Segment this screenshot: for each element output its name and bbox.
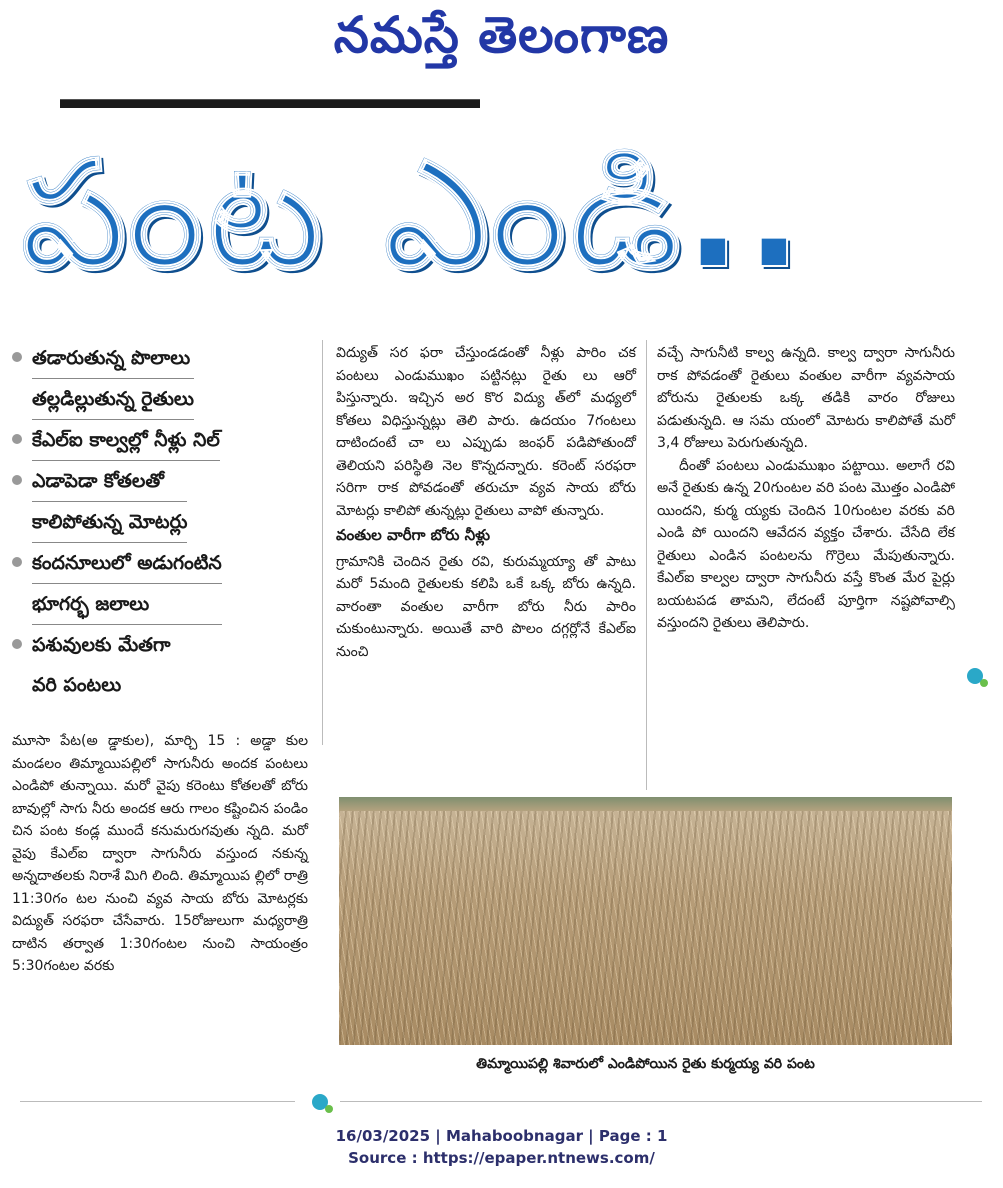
article-subheading: వంతుల వారీగా బోరు నీళ్లు bbox=[336, 526, 491, 544]
bottom-rule bbox=[20, 1101, 295, 1102]
article-column-2 bbox=[336, 342, 636, 663]
bottom-rule bbox=[340, 1101, 982, 1102]
bullet-dot-icon bbox=[12, 352, 22, 362]
photo-caption: తిమ్మాయిపల్లి శివారులో ఎండిపోయిన రైతు కుర్మయ్య వరి పంట bbox=[476, 1056, 815, 1072]
cropped-kicker bbox=[60, 86, 480, 108]
source-link[interactable]: Source : https://epaper.ntnews.com/ bbox=[348, 1149, 655, 1167]
bullet-dot-icon bbox=[12, 434, 22, 444]
bullet-item: తడారుతున్న పొలాలు తల్లడిల్లుతున్న రైతులు bbox=[10, 338, 292, 420]
article-paragraph: దీంతో పంటలు ఎండుముఖం పట్టాయి. అలాగే రవి అనే రైతుకు ఉన్న 20గుంటల వరి పంట మొత్తం ఎండిపో యిందని, కుర్మ య్యకు చెందిన 10గుంటల వరకు వరి ఎండి పో యిందని ఆవేదన వ్యక్తం చేశారు. చేసేది లేక రైతులు ఎండిన పంటలను గొర్రెలు మేపుతున్నారు. కేఎల్ఐ కాల్వల ద్వారా సాగునీరు వస్తే కొంత మేర పైర్లు బయటపడ తామని, లేదంటే పూర్తిగా నష్టపోవాల్సి వస్తుందని రైతులు తెలిపారు. bbox=[657, 457, 955, 631]
bullet-item: కేఎల్ఐ కాల్వల్లో నీళ్లు నిల్ bbox=[10, 420, 292, 461]
article-paragraph: మూసా పేట(అ డ్డాకుల), మార్చి 15 : అడ్డా కుల మండలం తిమ్మాయిపల్లిలో సాగునీరు అందక పంటలు ఎండిపో తున్నాయి. మరో వైపు కరెంటు కోతలతో బోరు బావుల్లో సాగు నీరు అందక ఆరు గాలం కష్టించిన పండిం చిన పంట కండ్ల ముందే కనుమరుగవుతు న్నది. మరో వైపు కేఎల్ఐ ద్వారా సాగునీరు వస్తుంద నకున్న అన్నదాతలకు నిరాశే మిగి లింది. తిమ్మాయిప ల్లిలో రాత్రి 11:30గం టల నుంచి వ్యవ సాయ బోరు మోటర్లకు విద్యుత్ సరఫరా చేసేవారు. 15రోజులుగా మధ్యరాత్రి దాటిన తర్వాత 1:30గంటల నుంచి సాయంత్రం 5:30గంటల వరకు bbox=[12, 733, 308, 974]
article-paragraph: వచ్చే సాగునీటి కాల్వ ఉన్నది. కాల్వ ద్వారా సాగునీరు రాక పోవడంతో రైతులు వంతుల వారీగా వ్యవసాయ బోరును రైతులకు ఒక్క తడికి వారం రోజులు పడుతున్నది. ఆ సమ యంలో మోటరు కాలిపోతే మరో 3,4 రోజులు పెరుగుతున్నది. bbox=[657, 345, 955, 451]
bullet-dot-icon bbox=[12, 639, 22, 649]
article-column-1 bbox=[12, 730, 308, 978]
masthead bbox=[0, 0, 1003, 78]
column-divider bbox=[646, 340, 647, 790]
edition-info: 16/03/2025 | Mahaboobnagar | Page : 1 bbox=[335, 1127, 668, 1145]
article-paragraph: విద్యుత్ సర ఫరా చేస్తుండడంతో నీళ్లు పారిం చక పంటలు ఎండుముఖం పట్టినట్లు రైతు లు ఆరో పిస్తున్నారు. ఇచ్చిన అర కొర విద్యు త్‌లో మధ్యలో కోతలు విధిస్తున్నట్లు తెలి పారు. ఉదయం 7గంటలు దాటిందంటే చా లు ఎప్పుడు జంఫర్ పడిపోతుందో తెలియని పరిస్థితి నెల కొన్నదన్నారు. కరెంట్ సరఫరా సరిగా రాక పోవడంతో తరుచూ వ్యవ సాయ బోరు మోటర్లు కాలిపో తున్నట్లు రైతులు వాపో తున్నారు. bbox=[336, 345, 636, 519]
dried-crop-photo bbox=[339, 797, 952, 1045]
bullet-item: ఎడాపెడా కోతలతో కాలిపోతున్న మోటర్లు bbox=[10, 461, 292, 543]
bullet-highlights bbox=[10, 338, 292, 705]
bullet-dot-icon bbox=[12, 557, 22, 567]
clip-marker-icon bbox=[967, 668, 983, 684]
clip-marker-icon bbox=[312, 1094, 328, 1110]
article-paragraph: గ్రామానికి చెందిన రైతు రవి, కురుమ్మయ్యా తో పాటు మరో 5మంది రైతులకు కలిపి ఒకే ఒక్క బోరు ఉన్నది. వారంతా వంతుల వారీగా బోరు నీరు పారిం చుకుంటున్నారు. అయితే వారి పొలం దగ్గర్లోనే కేఎల్ఐ నుంచి bbox=[336, 553, 636, 660]
column-divider bbox=[322, 340, 323, 745]
bullet-item: పశువులకు మేతగా వరి పంటలు bbox=[10, 625, 292, 705]
page-footer bbox=[0, 1125, 1003, 1169]
bullet-item: కందనూలులో అడుగంటిన భూగర్భ జలాలు bbox=[10, 543, 292, 625]
newspaper-logo: నమస్తే తెలంగాణ bbox=[333, 6, 670, 64]
article-column-3 bbox=[657, 342, 955, 635]
headline: పంట ఎండి.. bbox=[20, 128, 807, 302]
bullet-dot-icon bbox=[12, 475, 22, 485]
